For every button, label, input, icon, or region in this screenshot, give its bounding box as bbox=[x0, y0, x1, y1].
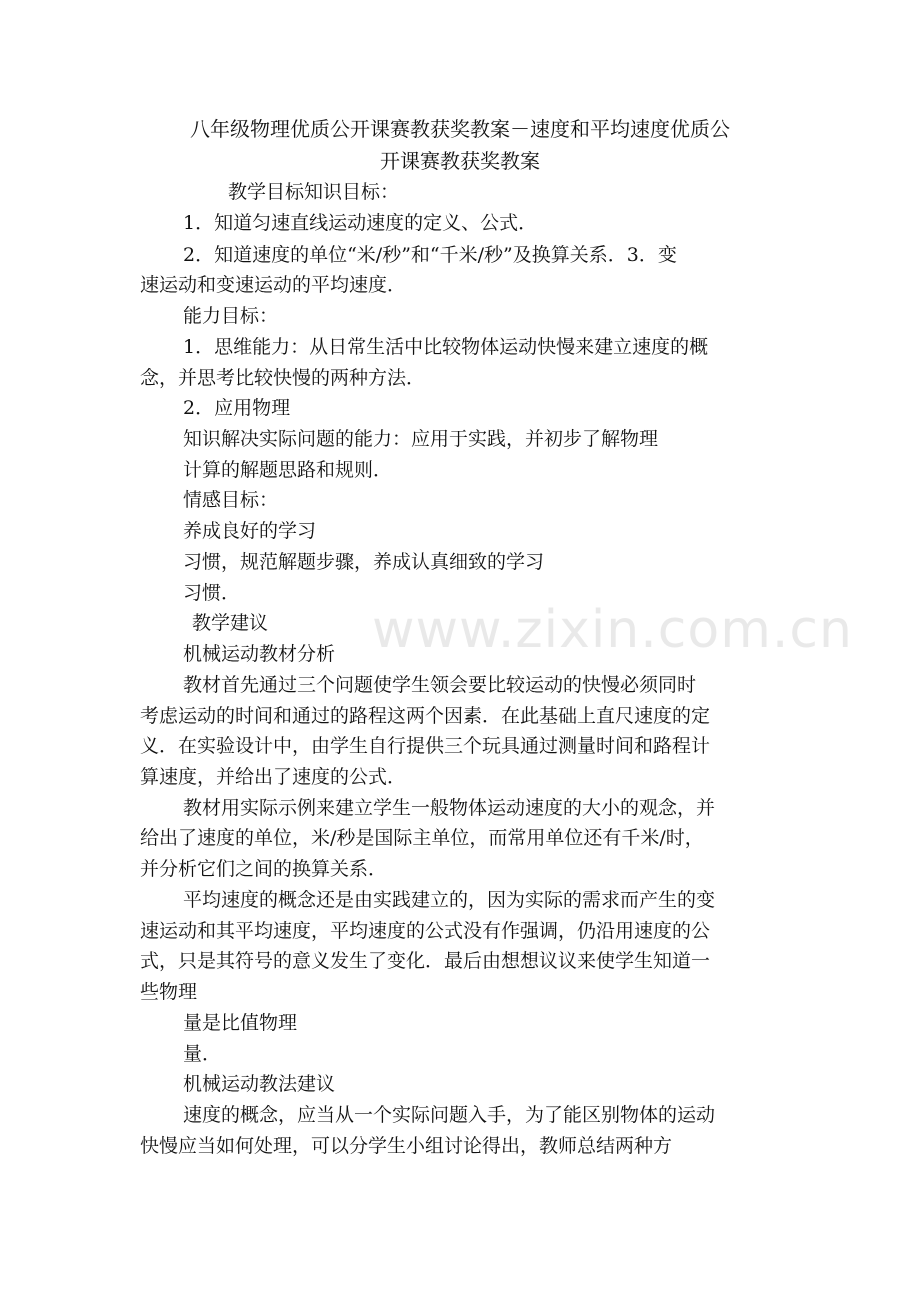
text-line: 习惯，规范解题步骤，养成认真细致的学习 bbox=[183, 551, 545, 573]
text-line: 式，只是其符号的意义发生了变化．最后由想想议议来使学生知道一 bbox=[140, 950, 711, 972]
text-line: 教学目标知识目标： bbox=[228, 181, 400, 203]
text-line: 习惯． bbox=[183, 582, 241, 604]
text-line: 些物理 bbox=[140, 981, 198, 1003]
text-line: 速度的概念，应当从一个实际问题入手，为了能区别物体的运动 bbox=[183, 1104, 716, 1126]
text-line: 义．在实验设计中，由学生自行提供三个玩具通过测量时间和路程计 bbox=[140, 735, 711, 757]
text-line: 量． bbox=[183, 1043, 222, 1065]
text-line: 能力目标： bbox=[183, 305, 279, 327]
document-title-line-2: 开课赛教获奖教案 bbox=[380, 149, 540, 173]
text-line: 教材用实际示例来建立学生一般物体运动速度的大小的观念，并 bbox=[183, 797, 716, 819]
text-line: 量是比值物理 bbox=[183, 1012, 298, 1034]
text-line: 计算的解题思路和规则． bbox=[183, 459, 393, 481]
text-line: 给出了速度的单位，米/秒是国际主单位，而常用单位还有千米/时， bbox=[140, 827, 704, 849]
text-line: 算速度，并给出了速度的公式． bbox=[140, 766, 407, 788]
text-line: 1．知道匀速直线运动速度的定义、公式． bbox=[183, 212, 538, 234]
text-line: 教材首先通过三个问题使学生领会要比较运动的快慢必须同时 bbox=[183, 674, 697, 696]
text-line: 2．知道速度的单位“米/秒”和“千米/秒”及换算关系．3．变 bbox=[183, 244, 677, 266]
text-line: 速运动和变速运动的平均速度． bbox=[140, 274, 407, 296]
text-line: 情感目标： bbox=[183, 489, 279, 511]
text-line: 知识解决实际问题的能力：应用于实践，并初步了解物理 bbox=[183, 428, 659, 450]
text-line: 2．应用物理 bbox=[183, 397, 291, 419]
text-line: 考虑运动的时间和通过的路程这两个因素．在此基础上直尺速度的定 bbox=[140, 705, 711, 727]
subsection-heading: 机械运动教法建议 bbox=[183, 1073, 336, 1095]
text-line: 速运动和其平均速度，平均速度的公式没有作强调，仍沿用速度的公 bbox=[140, 920, 711, 942]
text-line: 平均速度的概念还是由实践建立的，因为实际的需求而产生的变 bbox=[183, 889, 716, 911]
subsection-heading: 机械运动教材分析 bbox=[183, 643, 336, 665]
text-line: 快慢应当如何处理，可以分学生小组讨论得出，教师总结两种方 bbox=[140, 1135, 673, 1157]
text-line: 并分析它们之间的换算关系． bbox=[140, 858, 388, 880]
text-line: 1．思维能力：从日常生活中比较物体运动快慢来建立速度的概 bbox=[183, 336, 709, 358]
watermark: www.zixin.com.cn bbox=[372, 600, 853, 660]
document-title-line-1: 八年级物理优质公开课赛教获奖教案－速度和平均速度优质公 bbox=[190, 117, 730, 141]
text-line: 念，并思考比较快慢的两种方法． bbox=[140, 367, 426, 389]
section-heading: 教学建议 bbox=[192, 612, 269, 634]
text-line: 养成良好的学习 bbox=[183, 520, 317, 542]
